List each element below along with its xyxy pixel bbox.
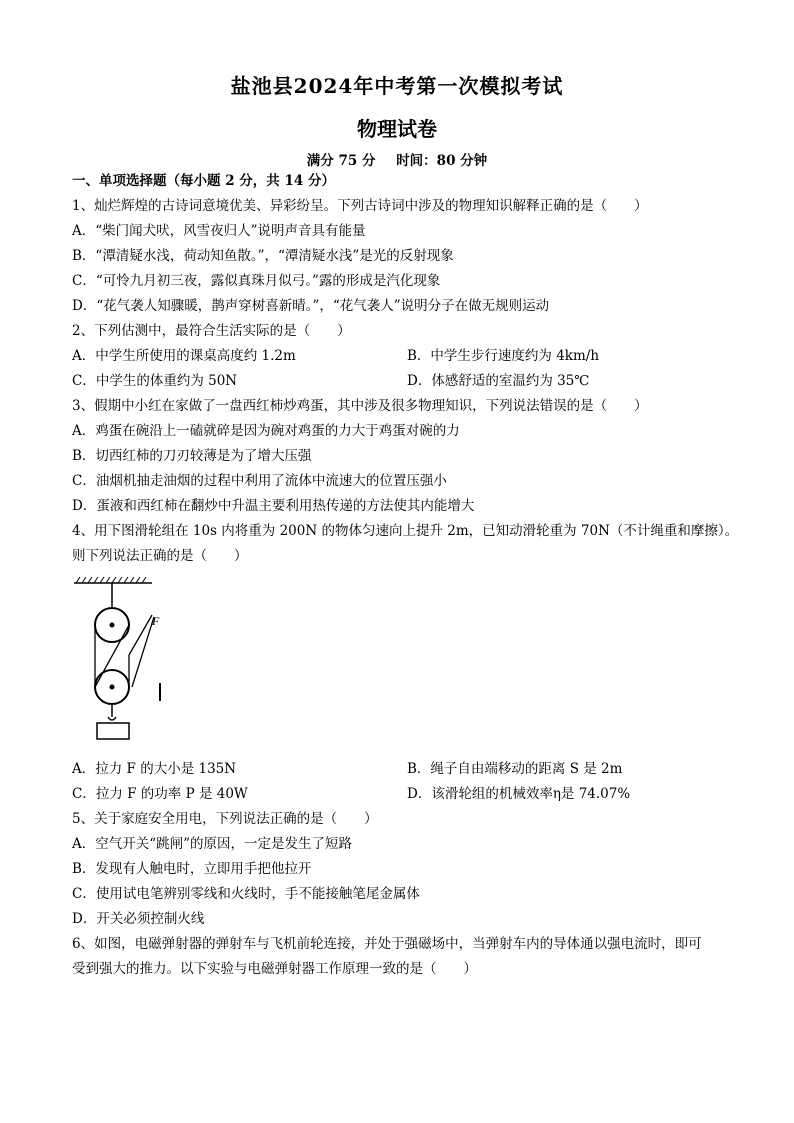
- fixed-pulley-axle: [110, 623, 115, 628]
- q1-option-d: D．“花气袭人知骤暖，鹊声穿树喜新晴。”，“花气袭人”说明分子在做无规则运动: [72, 298, 550, 314]
- q3-option-a: A．鸡蛋在碗沿上一磕就碎是因为碗对鸡蛋的力大于鸡蛋对碗的力: [72, 423, 460, 439]
- q2-option-a: A．中学生所使用的课桌高度约 1.2m: [72, 348, 296, 364]
- q4-stem-line2: 则下列说法正确的是（ ）: [72, 548, 248, 564]
- q2-option-c: C．中学生的体重约为 50N: [72, 373, 238, 389]
- q4-stem-line1: 4、用下图滑轮组在 10s 内将重为 200N 的物体匀速向上提升 2m，已知动滑轮重为 70N（不计绳重和摩擦）。: [72, 523, 739, 539]
- q2-option-b: B．中学生步行速度约为 4km/h: [407, 348, 600, 364]
- q1-option-c: C．“可怜九月初三夜，露似真珠月似弓。”露的形成是汽化现象: [72, 273, 441, 289]
- q3-option-b: B．切西红柿的刀刃较薄是为了增大压强: [72, 448, 312, 464]
- q1-option-b: B．“潭清疑水浅，荷动知鱼散。”，“潭清疑水浅”是光的反射现象: [72, 248, 454, 264]
- pulley-diagram: [72, 575, 182, 750]
- exam-time: 时间：80 分钟: [396, 153, 488, 169]
- q5-option-d: D．开关必须控制火线: [72, 911, 205, 927]
- q3-stem: 3、假期中小红在家做了一盘西红柿炒鸡蛋，其中涉及很多物理知识，下列说法错误的是（ ）: [72, 398, 648, 414]
- q5-stem: 5、关于家庭安全用电，下列说法正确的是（ ）: [72, 811, 378, 827]
- ceiling-hatch: [76, 577, 146, 583]
- q6-stem-line2: 受到强大的推力。以下实验与电磁弹射器工作原理一致的是（ ）: [72, 961, 477, 977]
- q4-option-c: C．拉力 F 的功率 P 是 40W: [72, 786, 248, 802]
- full-score: 满分 75 分: [306, 153, 376, 169]
- exam-title: 盐池县2024年中考第一次模拟考试: [230, 74, 564, 98]
- exam-subject: 物理试卷: [357, 117, 437, 141]
- force-label: F: [152, 614, 160, 628]
- q3-option-c: C．油烟机抽走油烟的过程中利用了流体中流速大的位置压强小: [72, 473, 447, 489]
- q5-option-c: C．使用试电笔辨别零线和火线时，手不能接触笔尾金属体: [72, 886, 420, 902]
- q2-option-d: D．体感舒适的室温约为 35℃: [407, 373, 590, 389]
- movable-pulley-axle: [110, 685, 115, 690]
- q5-option-b: B．发现有人触电时，立即用手把他拉开: [72, 861, 312, 877]
- q1-option-a: A．“柴门闻犬吠，风雪夜归人”说明声音具有能量: [72, 223, 366, 239]
- q6-stem-line1: 6、如图，电磁弹射器的弹射车与飞机前轮连接，并处于强磁场中，当弹射车内的导体通以强电流时，即可: [72, 936, 702, 952]
- weight-block: [97, 723, 129, 739]
- exam-meta: [0, 149, 794, 169]
- section-heading: 一、单项选择题（每小题 2 分，共 14 分）: [72, 173, 335, 189]
- q5-option-a: A．空气开关“跳闸”的原因，一定是发生了短路: [72, 836, 353, 852]
- q2-stem: 2、下列估测中，最符合生活实际的是（ ）: [72, 323, 351, 339]
- hook: [108, 717, 116, 720]
- q4-option-b: B．绳子自由端移动的距离 S 是 2m: [407, 761, 623, 777]
- q1-stem: 1、灿烂辉煌的古诗词意境优美、异彩纷呈。下列古诗词中涉及的物理知识解释正确的是（ ）: [72, 198, 648, 214]
- q4-option-a: A．拉力 F 的大小是 135N: [72, 761, 237, 777]
- q3-option-d: D．蛋液和西红柿在翻炒中升温主要利用热传递的方法使其内能增大: [72, 498, 475, 514]
- q4-option-d: D．该滑轮组的机械效率η是 74.07%: [407, 786, 631, 802]
